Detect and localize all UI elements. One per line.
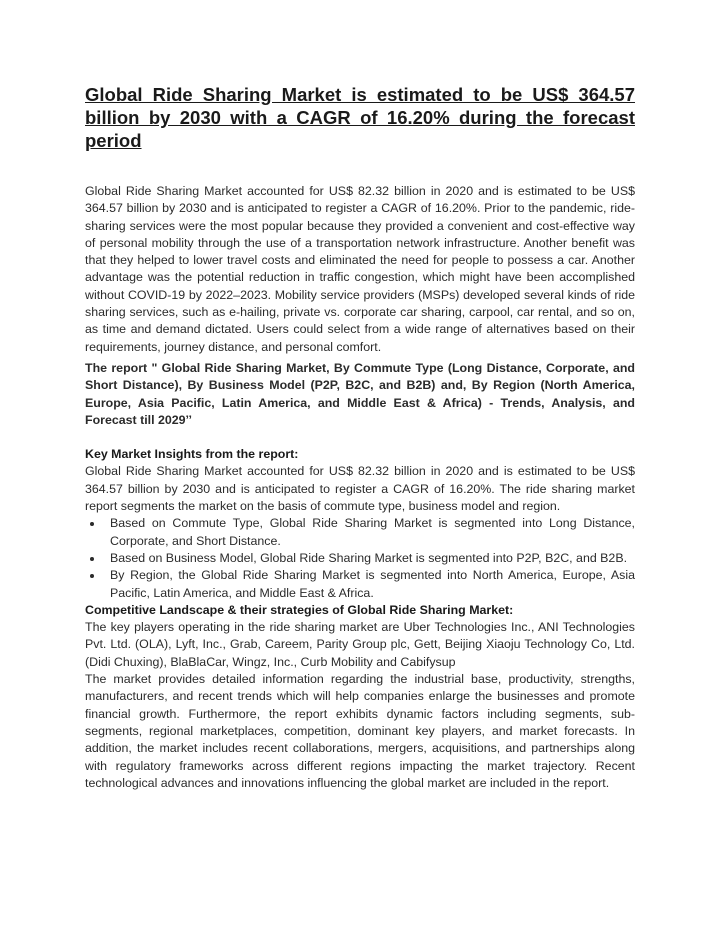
document-page: [85, 83, 635, 792]
market-details-paragraph: The market provides detailed information regarding the industrial base, productivity, strengths, manufacturers, and recent trends which will help companies enlarge the businesses and promote financial growth. Furthermore, the report exhibits dynamic factors including segments, sub-segments, regional marketplaces, competition, dominant key players, and market forecasts. In addition, the market includes recent collaborations, mergers, acquisitions, and partnerships along with regulatory frameworks across different regions impacting the market trajectory. Recent technological advances and innovations influencing the global market are included in the report.: [85, 672, 635, 790]
intro-paragraph: Global Ride Sharing Market accounted for US$ 82.32 billion in 2020 and is estimated to be US$ 364.57 billion by 2030 and is anticipated to register a CAGR of 16.20%. Prior to the pandemic, ride-sharing services were the most popular because they provided a convenient and cost-effective way of personal mobility through the use of a transportation network infrastructure. Another benefit was that they helped to lower travel costs and eliminated the need for people to possess a car. Another advantage was the potential reduction in traffic congestion, which might have been accomplished without COVID-19 by 2022–2023. Mobility service providers (MSPs) developed several kinds of ride sharing services, such as e-hailing, private vs. corporate car sharing, carpool, car rental, and so on, as time and demand dictated. Users could select from a wide range of alternatives based on their requirements, journey distance, and personal comfort.: [85, 184, 635, 354]
bullet-icon: [90, 574, 94, 578]
bullet-item-commute-type: [85, 515, 635, 550]
bullet-text: Based on Commute Type, Global Ride Sharing Market is segmented into Long Distance, Corporate, and Short Distance.: [110, 516, 635, 548]
bullet-icon: [90, 522, 94, 526]
bullet-item-business-model: [85, 550, 635, 567]
bullet-icon: [90, 557, 94, 561]
bullet-text: Based on Business Model, Global Ride Sharing Market is segmented into P2P, B2C, and B2B.: [110, 550, 628, 565]
key-insights-heading: Key Market Insights from the report:: [85, 447, 299, 462]
key-insights-paragraph: Global Ride Sharing Market accounted for US$ 82.32 billion in 2020 and is estimated to be US$ 364.57 billion by 2030 and is anticipated to register a CAGR of 16.20%. The ride sharing market report segments the market on the basis of commute type, business model and region.: [85, 464, 635, 514]
key-players-paragraph: The key players operating in the ride sharing market are Uber Technologies Inc., ANI Technologies Pvt. Ltd. (OLA), Lyft, Inc., Grab, Careem, Parity Group plc, Gett, Beijing Xiaoju Technology Co, Ltd. (Didi Chuxing), BlaBlaCar, Wingz, Inc., Curb Mobility and Cabifysup: [85, 620, 635, 669]
bullet-item-region: [85, 567, 635, 602]
bullet-text: By Region, the Global Ride Sharing Market is segmented into North America, Europe, Asia Pacific, Latin America, and Middle East & Africa.: [110, 568, 635, 600]
page-title: Global Ride Sharing Market is estimated to be US$ 364.57 billion by 2030 with a CAGR of 16.20% during the forecast period: [85, 84, 635, 151]
competitive-landscape-heading: Competitive Landscape & their strategies of Global Ride Sharing Market:: [85, 602, 514, 617]
segment-bullet-list: [85, 515, 635, 601]
report-title-paragraph: The report " Global Ride Sharing Market, By Commute Type (Long Distance, Corporate, and Short Distance), By Business Model (P2P, B2C, and B2B) and, By Region (North America, Europe, Asia Pacific, Latin America, and Middle East & Africa) - Trends, Analysis, and Forecast till 2029’’: [85, 360, 635, 427]
